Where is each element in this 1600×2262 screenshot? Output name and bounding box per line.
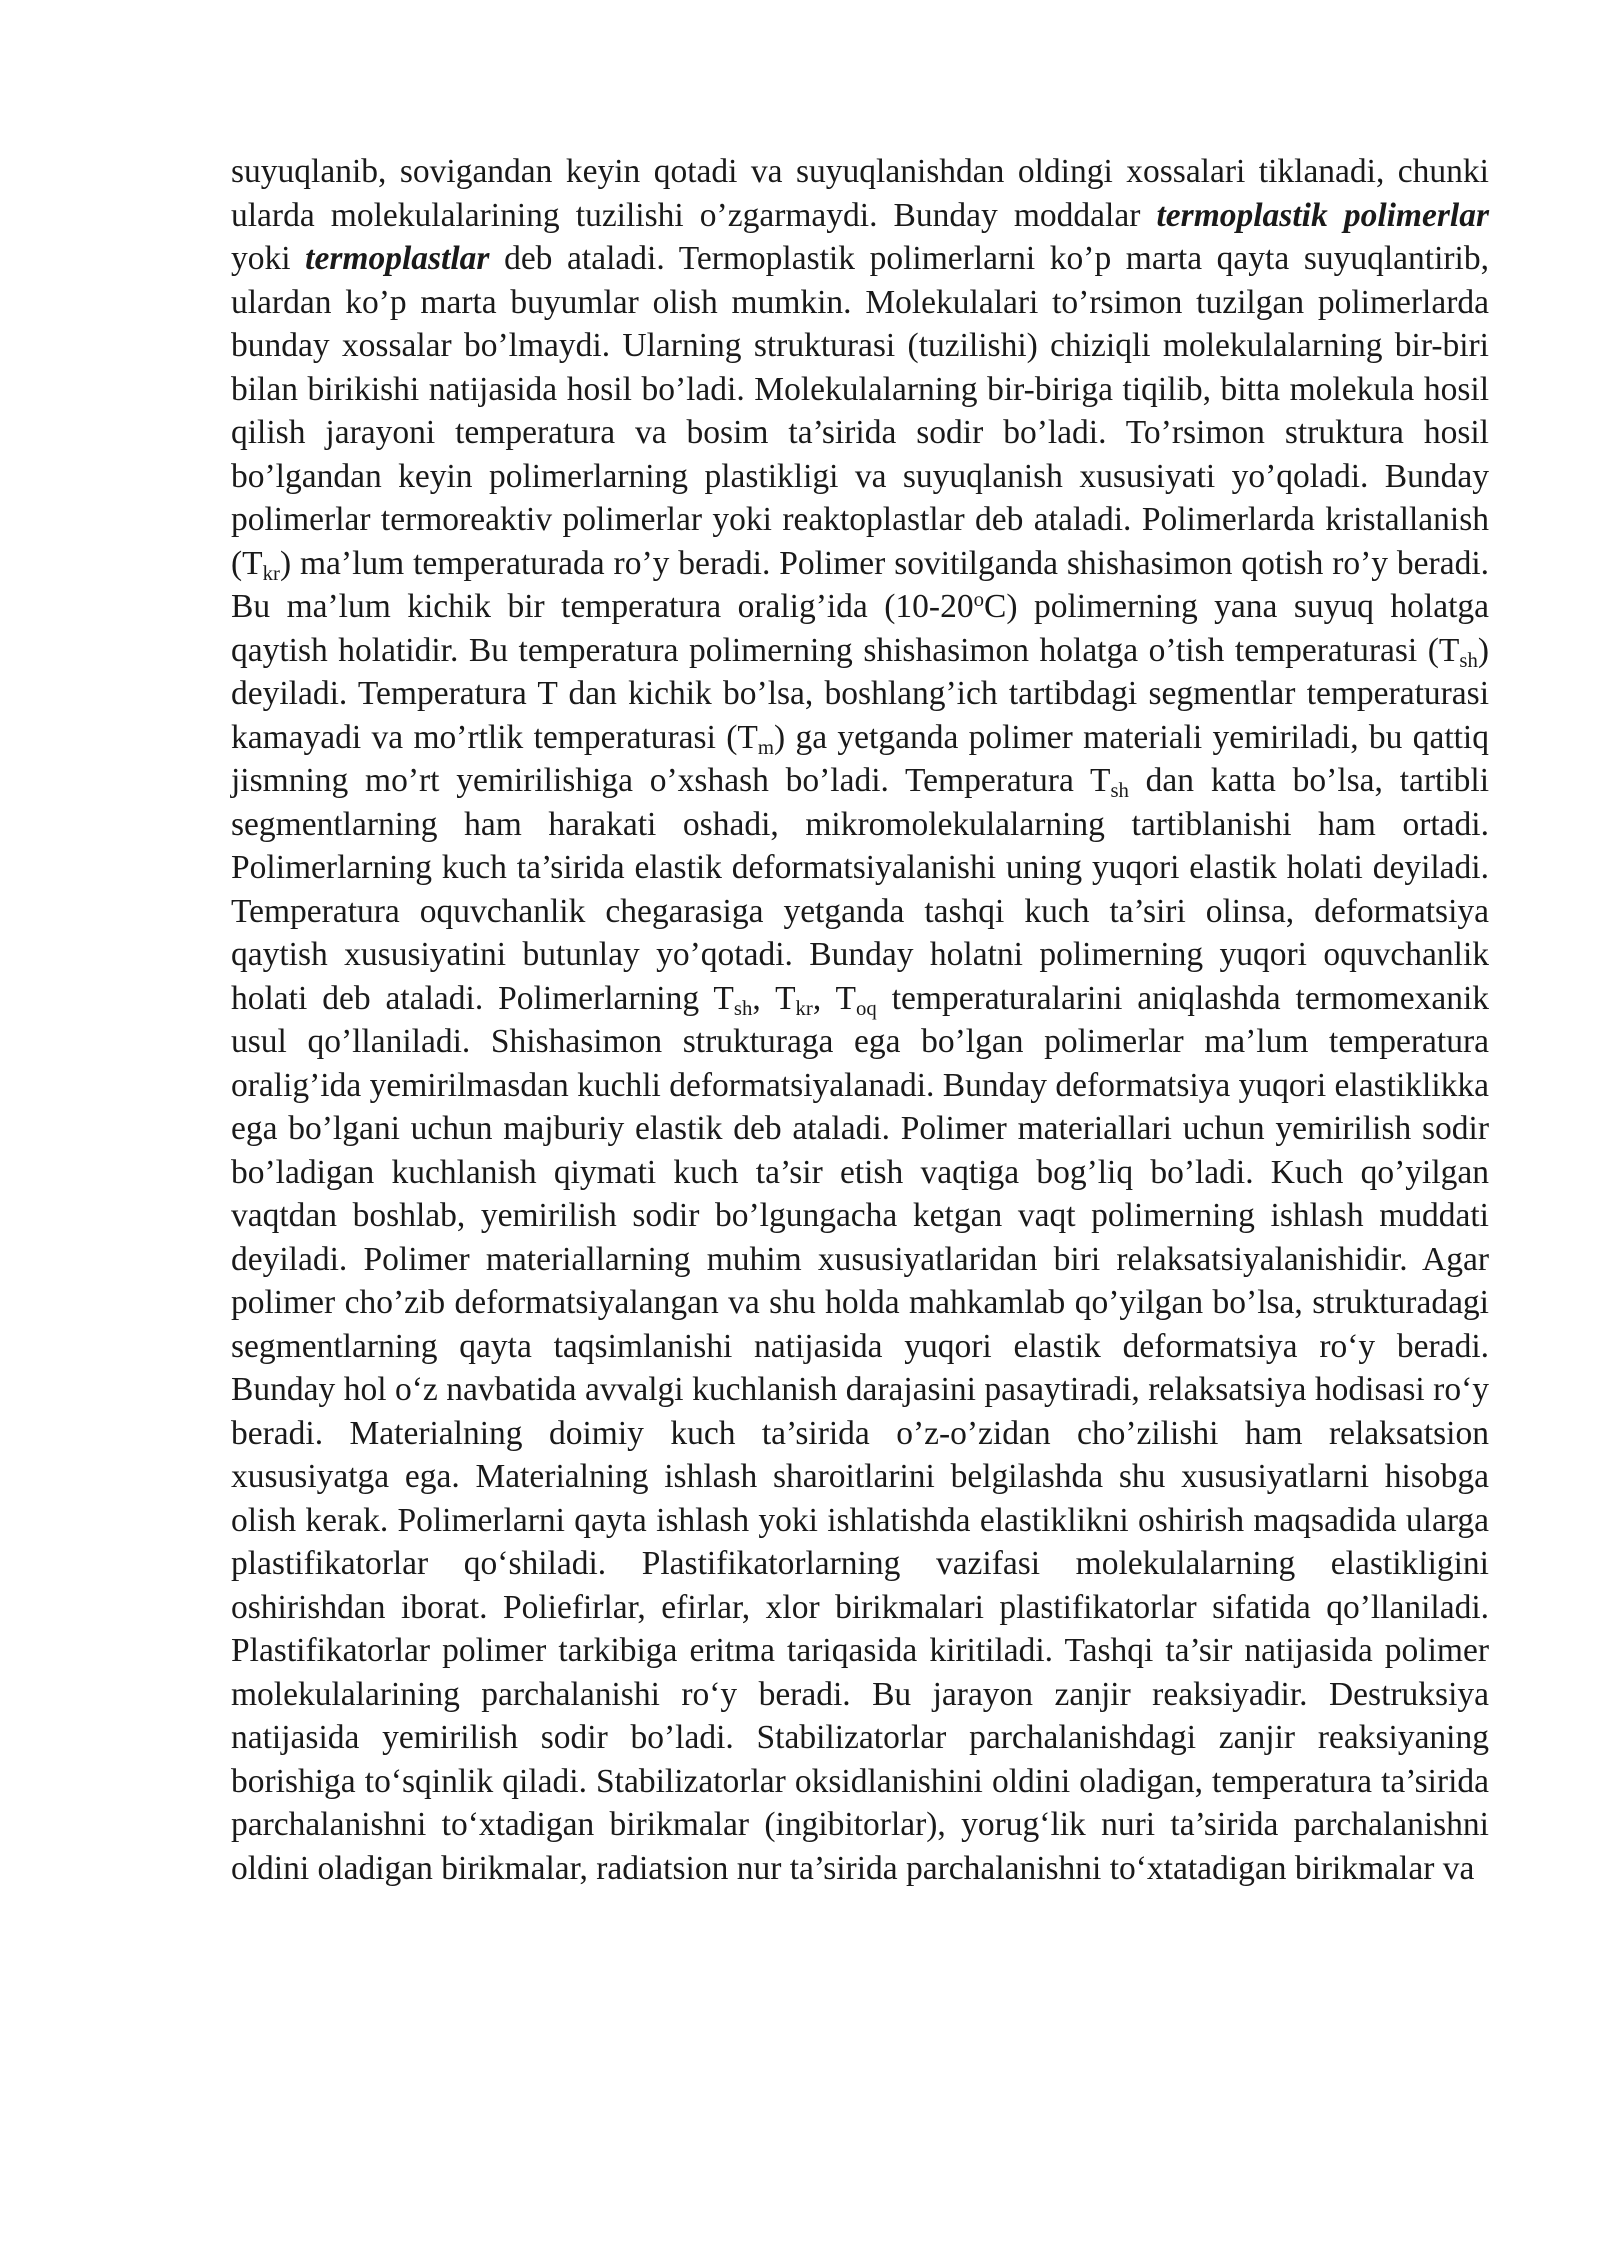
text-run: ) ma’lum temperaturada ro’y beradi. Polimer sovitilganda shishasimon qotish ro’y beradi. Bu ma’lum kichik bir temperatura oralig’ida (10-20 <box>231 544 1489 625</box>
subscript-sh: sh <box>1110 779 1129 803</box>
term-thermoplasts: termoplastlar <box>305 240 490 277</box>
text-run: , T <box>752 979 796 1017</box>
text-run: temperaturalarini aniqlashda termomexanik usul qo’llaniladi. Shishasimon strukturaga ega bo’lgan polimerlar ma’lum temperatura oralig’ida yemirilmasdan kuchli deformatsiyalanadi. Bunday deformatsiya yuqori elastiklikka ega bo’lgani uchun majburiy elastik deb ataladi. Polimer materiallari uchun yemirilish sodir bo’ladigan kuchlanish qiymati kuch ta’sir etish vaqtiga bog’liq bo’ladi. Kuch qo’yilgan vaqtdan boshlab, yemirilish sodir bo’lgungacha ketgan vaqt polimerning ishlash muddati deyiladi. Polimer materiallarning muhim xususiyatlaridan biri relaksatsiyalanishidir. Agar polimer cho’zib deformatsiyalangan va shu holda mahkamlab qo’yilgan bo’lsa, strukturadagi segmentlarning qayta taqsimlanishi natijasida yuqori elastik deformatsiya ro‘y beradi. Bunday hol o‘z navbatida avvalgi kuchlanish darajasini pasaytiradi, relaksatsiya hodisasi ro‘y beradi. Materialning doimiy kuch ta’sirida o’z-o’zidan cho’zilishi ham relaksatsion xususiyatga ega. Materialning ishlash sharoitlarini belgilashda shu xususiyatlarni hisobga olish kerak. Polimerlarni qayta ishlash yoki ishlatishda elastiklikni oshirish maqsadida ularga plastifikatorlar qo‘shiladi. Plastifikatorlarning vazifasi molekulalarning elastikligini oshirishdan iborat. Poliefirlar, efirlar, xlor birikmalari plastifikatorlar sifatida qo’llaniladi. Plastifikatorlar polimer tarkibiga eritma tariqasida kiritiladi. Tashqi ta’sir natijasida polimer molekulalarining parchalanishi ro‘y beradi. Bu jarayon zanjir reaksiyadir. Destruksiya natijasida yemirilish sodir bo’ladi. Stabilizatorlar parchalanishdagi zanjir reaksiyaning borishiga to‘sqinlik qiladi. Stabilizatorlar oksidlanishini oldini oladigan, temperatura ta’sirida parchalanishni to‘xtadigan birikmalar (ingibitorlar), yorug‘lik nuri ta’sirida parchalanishni oldini oladigan birikmalar, radiatsion nur ta’sirida parchalanishni to‘xtatadigan birikmalar va <box>231 979 1489 1887</box>
text-run: deb ataladi. Termoplastik polimerlarni ko’p marta qayta suyuqlantirib, ulardan ko’p marta buyumlar olish mumkin. Molekulalari to’rsimon tuzilgan polimerlarda bunday xossalar bo’lmaydi. Ularning strukturasi (tuzilishi) chiziqli molekulalarning bir-biri bilan birikishi natijasida hosil bo’ladi. Molekulalarning bir-biriga tiqilib, bitta molekula hosil qilish jarayoni temperatura va bosim ta’sirida sodir bo’ladi. To’rsimon struktura hosil bo’lgandan keyin polimerlarning plastikligi va suyuqlanish xususiyati yo’qoladi. Bunday polimerlar termoreaktiv polimerlar yoki reaktoplastlar deb ataladi. Polimerlarda kristallanish (T <box>231 240 1489 582</box>
subscript-kr: kr <box>262 561 280 585</box>
term-thermoplastic-polymers: termoplastik polimerlar <box>1156 196 1489 234</box>
text-run: dan katta bo’lsa, tartibli segmentlarning ham harakati oshadi, mikromolekulalarning tartiblanishi ham ortadi. Polimerlarning kuch ta’sirida elastik deformatsiyalanishi uning yuqori elastik holati deyiladi. Temperatura oquvchanlik chegarasiga yetganda tashqi kuch ta’siri olinsa, deformatsiya qaytish xususiyatini butunlay yo’qotadi. Bunday holatni polimerning yuqori oquvchanlik holati deb ataladi. Polimerlarning T <box>231 762 1490 1017</box>
text-run: suyuqlanib, sovigandan keyin qotadi va suyuqlanishdan oldingi xossalari tiklanadi, chunki ularda molekulalarining tuzilishi o’zgarmaydi. Bunday moddalar <box>231 153 1489 234</box>
subscript-sh: sh <box>1459 648 1478 672</box>
subscript-m: m <box>757 735 774 759</box>
subscript-sh: sh <box>733 996 753 1020</box>
text-run: ) ga yetganda polimer materiali yemiriladi, bu qattiq jismning mo’rt yemirilishiga o’xshash bo’ladi. Temperatura T <box>231 718 1489 799</box>
text-run: ) deyiladi. Temperatura T dan kichik bo’lsa, boshlang’ich tartibdagi segmentlar temperaturasi kamayadi va mo’rtlik temperaturasi (T <box>231 631 1489 756</box>
body-paragraph <box>231 150 1489 1890</box>
text-run: yoki <box>231 240 306 277</box>
text-run: , T <box>812 979 857 1017</box>
text-run: C) polimerning yana suyuq holatga qaytish holatidir. Bu temperatura polimerning shishasimon holatga o’tish temperaturasi (T <box>231 588 1489 669</box>
subscript-kr: kr <box>795 996 813 1020</box>
superscript-degree: o <box>973 587 984 611</box>
document-page <box>231 150 1489 1890</box>
subscript-oq: oq <box>856 996 877 1020</box>
